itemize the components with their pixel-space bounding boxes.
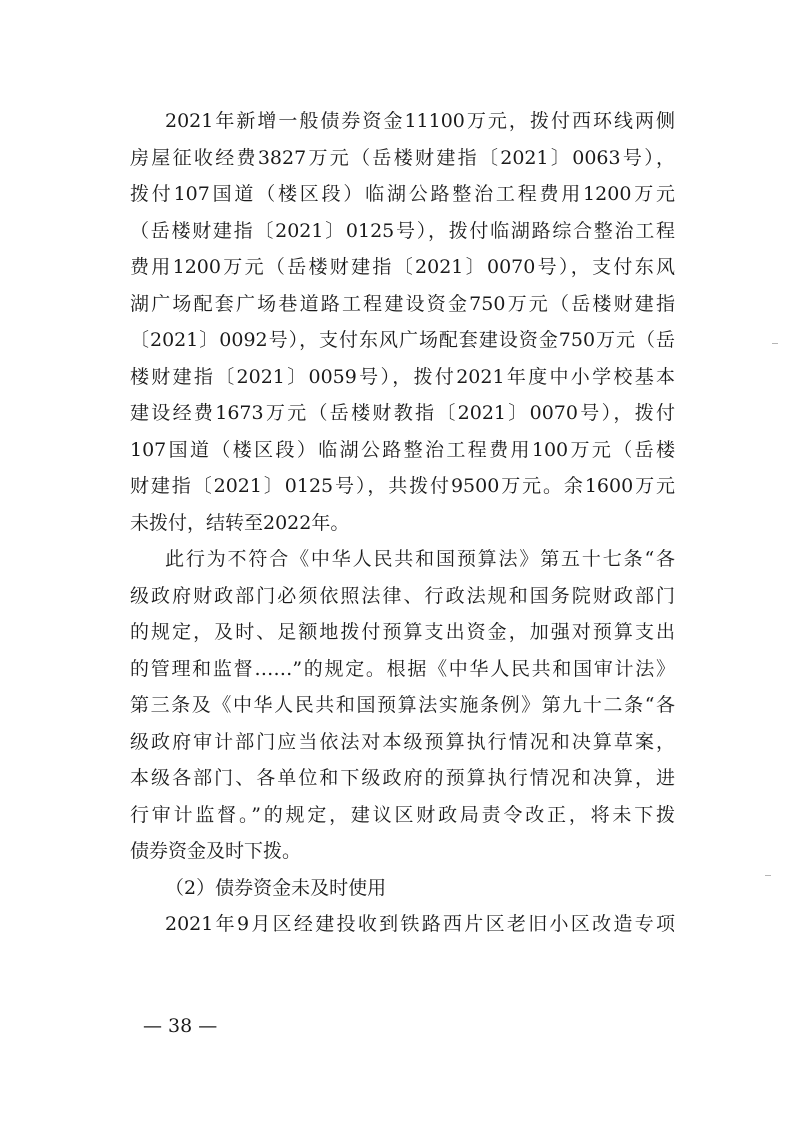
- paragraph-line: 湖广场配套广场巷道路工程建设资金750万元（岳楼财建指: [130, 292, 675, 315]
- paragraph-line: 的规定，及时、足额地拨付预算支出资金，加强对预算支出: [130, 621, 675, 643]
- paragraph-line: 拨付107国道（楼区段）临湖公路整治工程费用1200万元: [130, 183, 675, 205]
- paragraph-line: 〔2021〕0092号），支付东风广场配套建设资金750万元（岳: [130, 329, 675, 351]
- scan-mark: [772, 343, 778, 344]
- paragraph-line: 级政府审计部门应当依法对本级预算执行情况和决算草案，: [130, 730, 675, 753]
- paragraph-line: 楼财建指〔2021〕0059号），拨付2021年度中小学校基本: [130, 365, 675, 388]
- paragraph-line: 2021年9月区经建投收到铁路西片区老旧小区改造专项: [165, 913, 675, 935]
- paragraph-line: 行审计监督。”的规定，建议区财政局责令改正，将未下拨: [130, 803, 675, 826]
- paragraph-line: 财建指〔2021〕0125号），共拨付9500万元。余1600万元: [130, 475, 675, 497]
- scan-mark: [765, 875, 771, 876]
- paragraph-line: 未拨付，结转至2022年。: [130, 511, 350, 534]
- paragraph-line: 2021年新增一般债券资金11100万元，拨付西环线两侧: [165, 110, 675, 132]
- paragraph-line: （岳楼财建指〔2021〕0125号），拨付临湖路综合整治工程: [130, 219, 675, 242]
- page-number: — 38 —: [143, 1015, 218, 1037]
- paragraph-line: 房屋征收经费3827万元（岳楼财建指〔2021〕0063号），: [130, 146, 675, 169]
- paragraph-line: 此行为不符合《中华人民共和国预算法》第五十七条“各: [165, 548, 675, 570]
- body-text: [130, 103, 675, 943]
- paragraph-line: 的管理和监督……”的规定。根据《中华人民共和国审计法》: [130, 657, 675, 680]
- paragraph-line: 债券资金及时下拨。: [130, 840, 302, 862]
- paragraph-line: 建设经费1673万元（岳楼财教指〔2021〕0070号），拨付: [130, 402, 675, 424]
- paragraph-line: 第三条及《中华人民共和国预算法实施条例》第九十二条“各: [130, 694, 675, 716]
- paragraph-line: 本级各部门、各单位和下级政府的预算执行情况和决算，进: [130, 767, 675, 789]
- paragraph-line: 级政府财政部门必须依照法律、行政法规和国务院财政部门: [130, 584, 675, 607]
- section-heading: （2）债券资金未及时使用: [165, 876, 387, 899]
- paragraph-line: 费用1200万元（岳楼财建指〔2021〕0070号），支付东风: [130, 256, 675, 278]
- paragraph-line: 107国道（楼区段）临湖公路整治工程费用100万元（岳楼: [130, 438, 675, 461]
